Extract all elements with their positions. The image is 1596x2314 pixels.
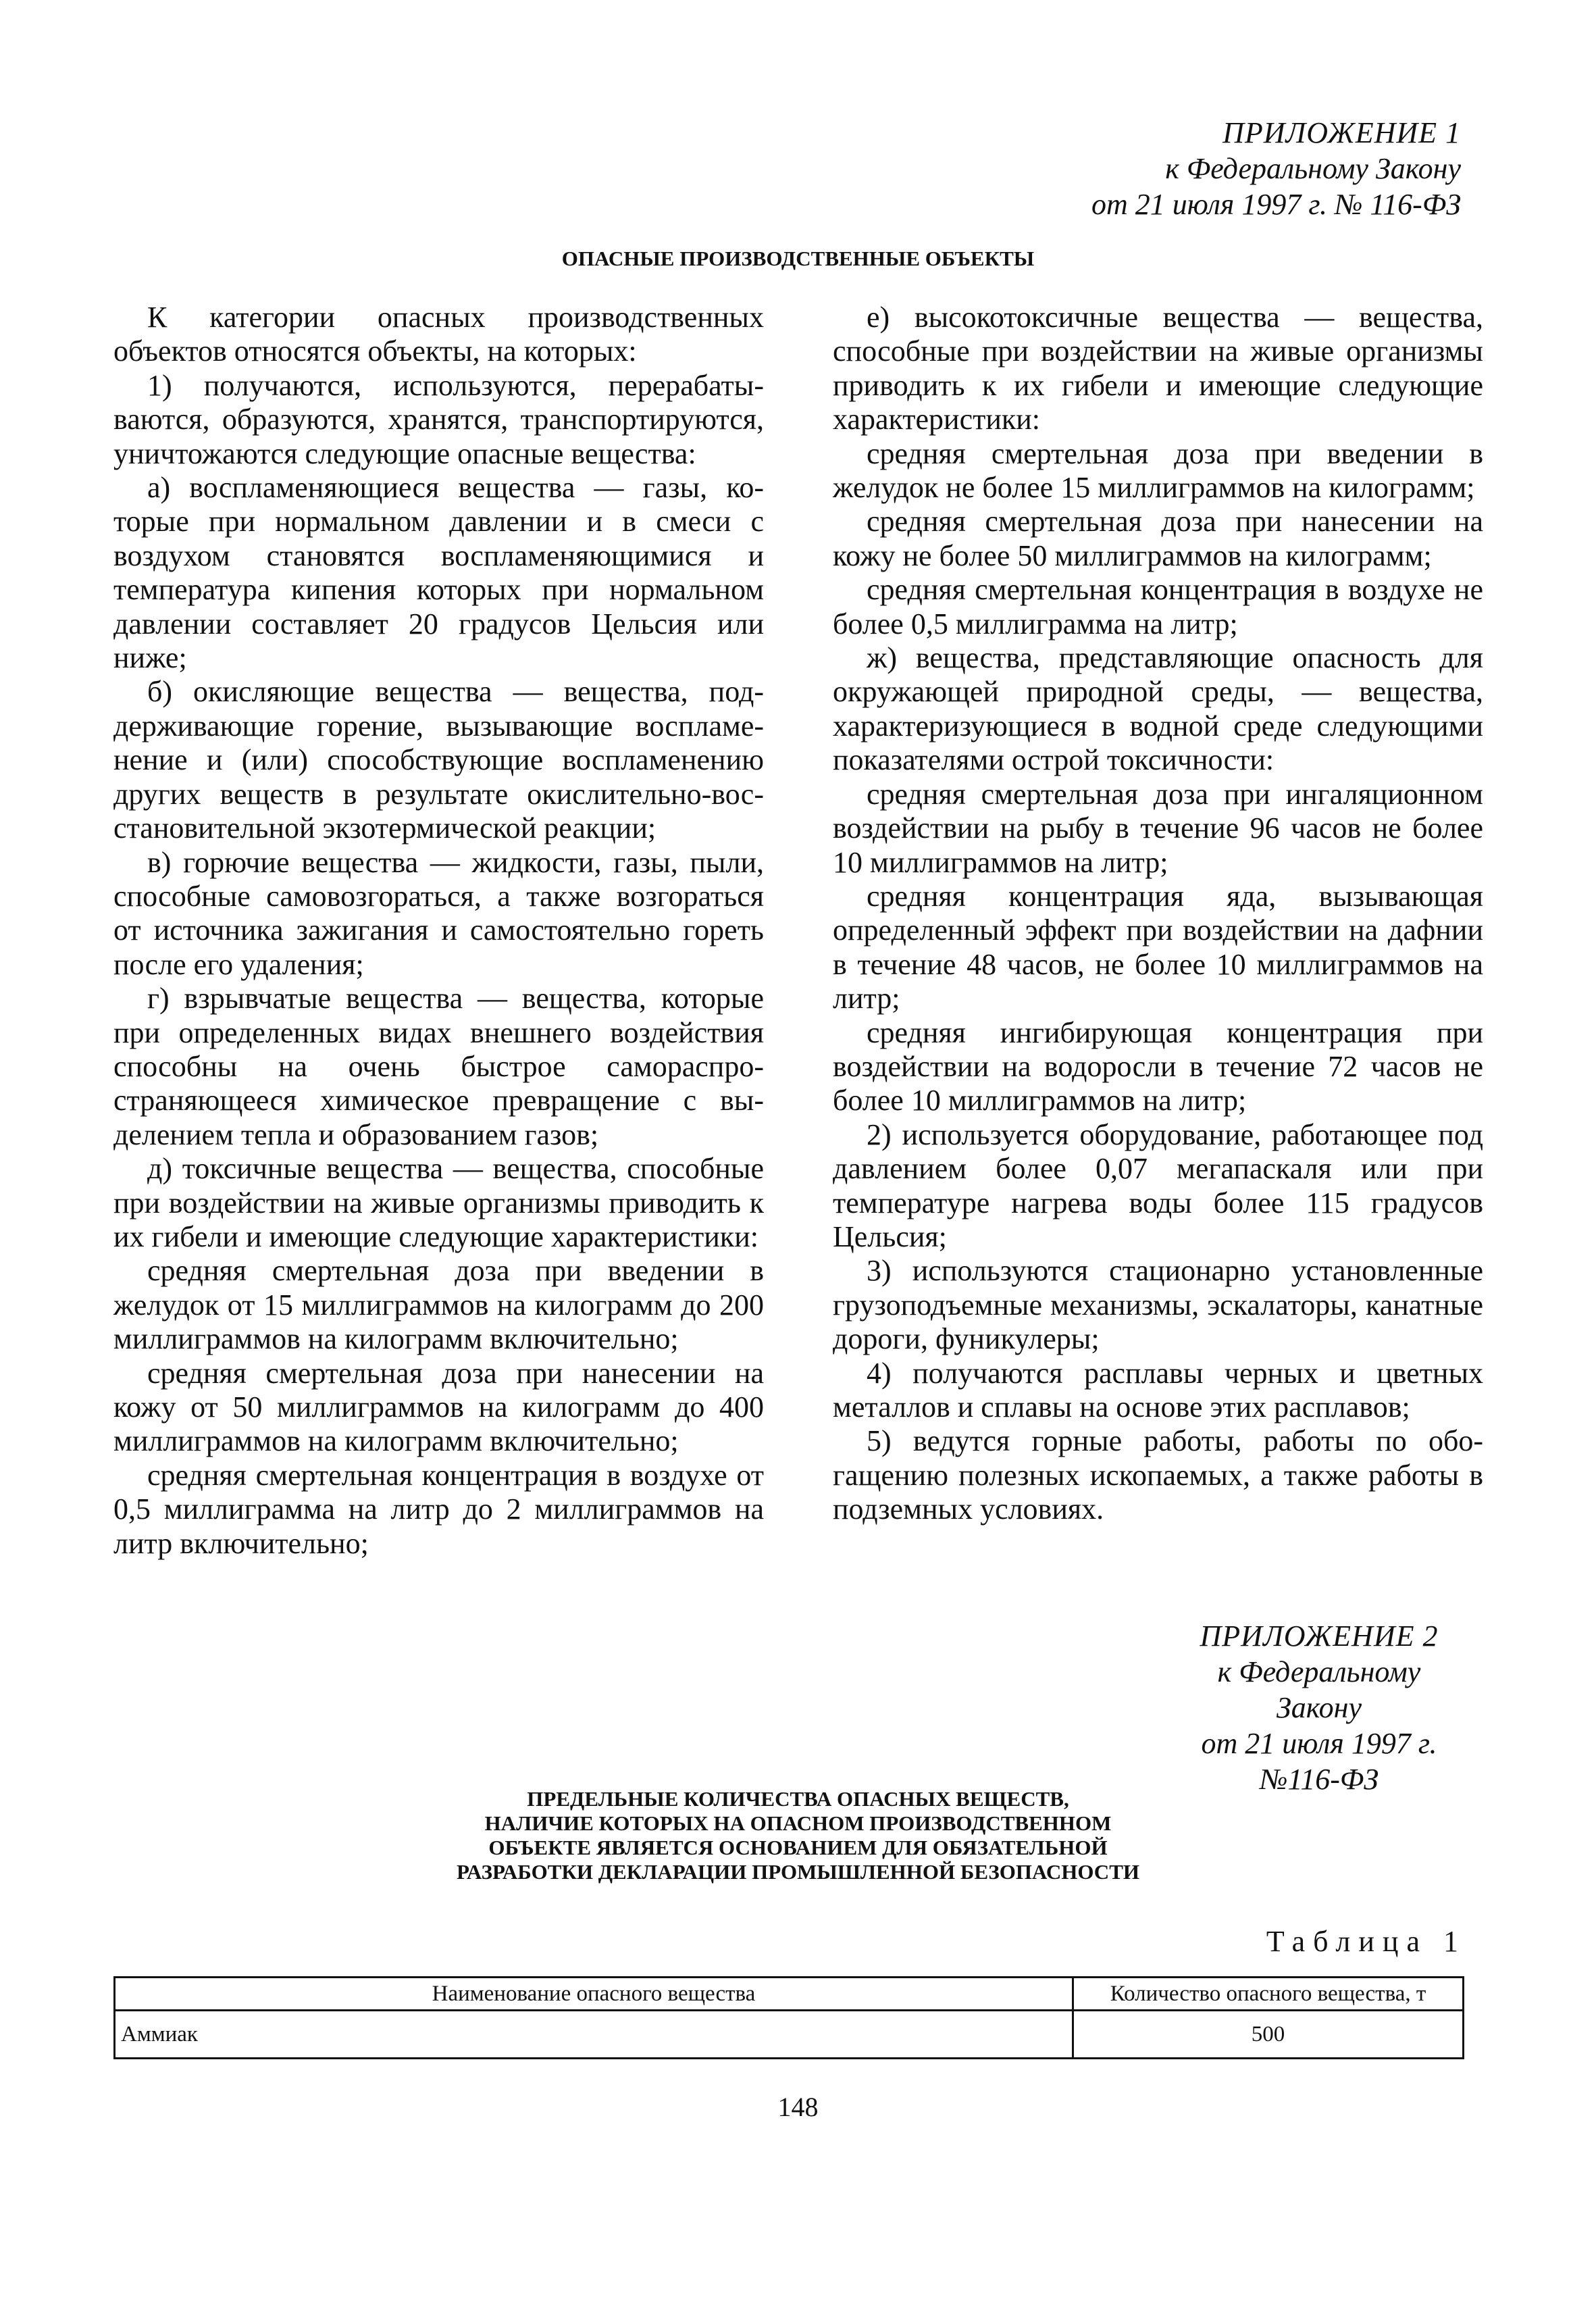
page-number: 148	[777, 2092, 819, 2122]
paragraph: средняя смертельная доза при введении в желудок не более 15 миллиграммов на килограмм;	[833, 436, 1483, 505]
paragraph: средняя смертельная доза при нанесении на кожу не более 50 миллиграммов на килограмм;	[833, 505, 1483, 572]
table-cell-quantity: 500	[1073, 2011, 1464, 2059]
appendix-1-date: от 21 июля 1997 г. № 116-ФЗ	[1091, 188, 1461, 221]
paragraph: д) токсичные вещества — вещества, способные при воздействии на живые организмы приводить к их гибели и имеющие следующие характеристики:	[113, 1152, 764, 1253]
paragraph: средняя смертельная доза при нанесении на кожу от 50 миллиграммов на килограмм до 400 миллиграммов на килограмм включительно;	[113, 1356, 764, 1458]
appendix-2-header	[1177, 1618, 1461, 1797]
paragraph: средняя смертельная доза при ингаляционном воздействии на рыбу в течение 96 часов не более 10 миллиграммов на литр;	[833, 777, 1483, 879]
paragraph: а) воспламеняющиеся вещества — газы, которые при нормальном давлении и в смеси с воздухом становятся воспламеняющимися и температура кипения которых при нормальном давлении составляет 20 градусов Цельсия или ниже;	[113, 471, 764, 675]
column-header-substance: Наименование опасного вещества	[115, 1978, 1073, 2011]
paragraph: средняя смертельная концентрация в воздухе не более 0,5 миллиграмма на литр;	[833, 573, 1483, 640]
left-text-column	[113, 301, 764, 1561]
paragraph: г) взрывчатые вещества — вещества, которые при определенных видах внешнего воздействия способны на очень быстрое самораспространяющееся химическое превращение с выделением тепла и образованием газов;	[113, 982, 764, 1151]
paragraph: средняя ингибирующая концентрация при воздействии на водоросли в течение 72 часов не более 10 миллиграммов на литр;	[833, 1015, 1483, 1117]
appendix-1-law: к Федеральному Закону	[1165, 152, 1461, 185]
hazardous-substances-table	[113, 1976, 1464, 2059]
table-cell-substance: Аммиак	[115, 2011, 1073, 2059]
paragraph: средняя концентрация яда, вызывающая определенный эффект при воздействии на дафнии в течение 48 часов, не более 10 миллиграммов на литр;	[833, 879, 1483, 1015]
appendix-1-label: ПРИЛОЖЕНИЕ 1	[1222, 116, 1461, 149]
paragraph: средняя смертельная концентрация в воздухе от 0,5 миллиграмма на литр до 2 миллиграммов на литр включительно;	[113, 1458, 764, 1560]
section-2-title-line: ПРЕДЕЛЬНЫЕ КОЛИЧЕСТВА ОПАСНЫХ ВЕЩЕСТВ,	[527, 1787, 1069, 1811]
appendix-1-header	[1091, 115, 1461, 222]
appendix-2-date: от 21 июля 1997 г.	[1201, 1727, 1437, 1760]
table-header-row	[115, 1978, 1464, 2011]
paragraph: б) окисляющие вещества — вещества, поддерживающие горение, вызывающие воспламенение и (или) способствующие воспламенению других веществ в результате окислительно-восстановительной экзотермической реакции;	[113, 675, 764, 845]
paragraph: К категории опасных производственных объектов относятся объекты, на которых:	[113, 301, 764, 368]
section-2-title-line: ОБЪЕКТЕ ЯВЛЯЕТСЯ ОСНОВАНИЕМ ДЛЯ ОБЯЗАТЕЛЬНОЙ	[488, 1836, 1108, 1859]
paragraph: 1) получаются, используются, перерабатываются, образуются, хранятся, транспортируются, уничтожаются следующие опасные вещества:	[113, 368, 764, 470]
right-text-column	[833, 301, 1483, 1527]
paragraph: 5) ведутся горные работы, работы по обогащению полезных ископаемых, а также работы в подземных условиях.	[833, 1424, 1483, 1526]
section-2-title-line: РАЗРАБОТКИ ДЕКЛАРАЦИИ ПРОМЫШЛЕННОЙ БЕЗОПАСНОСТИ	[457, 1860, 1139, 1884]
appendix-2-law: к Федеральному Закону	[1217, 1655, 1421, 1724]
section-2-title	[0, 1787, 1596, 1884]
section-1-title: ОПАСНЫЕ ПРОИЗВОДСТВЕННЫЕ ОБЪЕКТЫ	[561, 247, 1035, 270]
table-caption: Таблица 1	[1266, 1925, 1466, 1958]
paragraph: е) высокотоксичные вещества — вещества, способные при воздействии на живые организмы приводить к их гибели и имеющие следующие характеристики:	[833, 301, 1483, 436]
section-2-title-line: НАЛИЧИЕ КОТОРЫХ НА ОПАСНОМ ПРОИЗВОДСТВЕННОМ	[484, 1811, 1112, 1835]
paragraph: 2) используется оборудование, работающее под давлением более 0,07 мегапаскаля или при температуре нагрева воды более 115 градусов Цельсия;	[833, 1117, 1483, 1253]
paragraph: в) горючие вещества — жидкости, газы, пыли, способные самовозгораться, а также возгораться от источника зажигания и самостоятельно гореть после его удаления;	[113, 845, 764, 981]
column-header-quantity: Количество опасного вещества, т	[1073, 1978, 1464, 2011]
table-row	[115, 2011, 1464, 2059]
appendix-2-label: ПРИЛОЖЕНИЕ 2	[1200, 1619, 1439, 1653]
paragraph: 3) используются стационарно установленные грузоподъемные механизмы, эскалаторы, канатные дороги, фуникулеры;	[833, 1254, 1483, 1356]
paragraph: ж) вещества, представляющие опасность для окружающей природной среды, — вещества, характеризующиеся в водной среде следующими показателями острой токсичности:	[833, 641, 1483, 777]
paragraph: 4) получаются расплавы черных и цветных металлов и сплавы на основе этих расплавов;	[833, 1356, 1483, 1424]
appendix-2-number: №116-ФЗ	[1259, 1763, 1379, 1796]
paragraph: средняя смертельная доза при введении в желудок от 15 миллиграммов на килограмм до 200 миллиграммов на килограмм включительно;	[113, 1254, 764, 1356]
